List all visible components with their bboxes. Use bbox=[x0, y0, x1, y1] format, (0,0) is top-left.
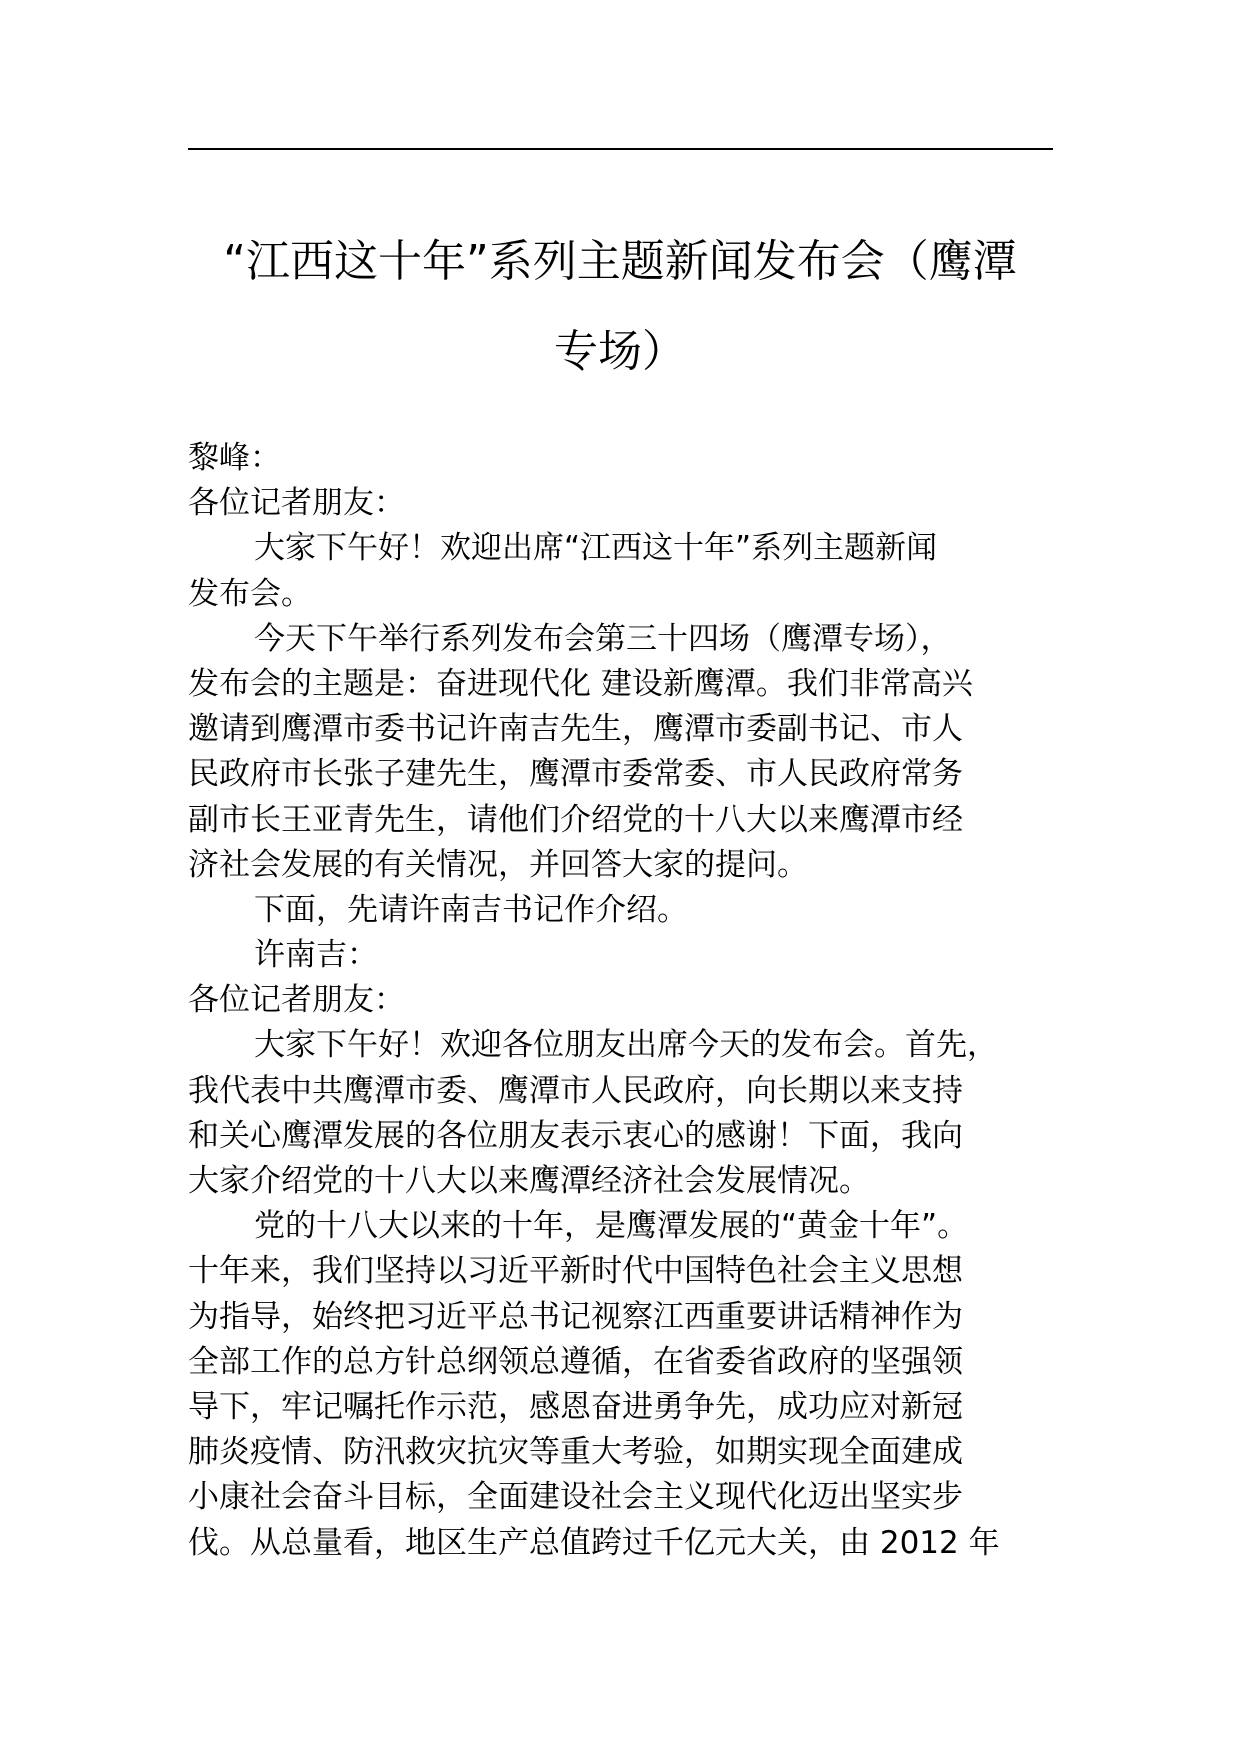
text-line: 十年来，我们坚持以习近平新时代中国特色社会主义思想 bbox=[188, 1253, 963, 1290]
text-line: 大家下午好！欢迎出席“江西这十年”系列主题新闻 bbox=[254, 530, 938, 567]
text-line: 大家下午好！欢迎各位朋友出席今天的发布会。首先， bbox=[254, 1027, 998, 1064]
text-line: 邀请到鹰潭市委书记许南吉先生，鹰潭市委副书记、市人 bbox=[188, 711, 963, 748]
text-line: 发布会的主题是：奋进现代化 建设新鹰潭。我们非常高兴 bbox=[188, 665, 973, 702]
text-line: 今天下午举行系列发布会第三十四场（鹰潭专场）， bbox=[254, 620, 952, 657]
text-line: 各位记者朋友： bbox=[188, 485, 405, 522]
text-line: 伐。从总量看，地区生产总值跨过千亿元大关，由 2012 年 bbox=[188, 1524, 1000, 1561]
text-line: 黎峰： bbox=[188, 440, 281, 476]
text-line: 济社会发展的有关情况，并回答大家的提问。 bbox=[188, 846, 808, 883]
text-line: 导下，牢记嘱托作示范，感恩奋进勇争先，成功应对新冠 bbox=[188, 1388, 963, 1425]
text-line: 发布会。 bbox=[188, 575, 312, 612]
text-line: 各位记者朋友： bbox=[188, 982, 405, 1019]
text-line: 大家介绍党的十八大以来鹰潭经济社会发展情况。 bbox=[188, 1163, 870, 1199]
text-line: 为指导，始终把习近平总书记视察江西重要讲话精神作为 bbox=[188, 1298, 963, 1335]
text-line: 我代表中共鹰潭市委、鹰潭市人民政府，向长期以来支持 bbox=[188, 1072, 963, 1109]
header-rule bbox=[188, 148, 1053, 150]
text-line: 副市长王亚青先生，请他们介绍党的十八大以来鹰潭市经 bbox=[188, 801, 963, 838]
text-line: 肺炎疫情、防汛救灾抗灾等重大考验，如期实现全面建成 bbox=[188, 1434, 963, 1471]
text-line: 下面，先请许南吉书记作介绍。 bbox=[254, 891, 688, 928]
text-line: 许南吉： bbox=[254, 937, 378, 974]
body-text bbox=[188, 436, 1068, 1566]
text-line: 全部工作的总方针总纲领总遵循，在省委省政府的坚强领 bbox=[188, 1343, 963, 1380]
text-line: 和关心鹰潭发展的各位朋友表示衷心的感谢！下面，我向 bbox=[188, 1117, 963, 1154]
text-line: 小康社会奋斗目标，全面建设社会主义现代化迈出坚实步 bbox=[188, 1479, 963, 1516]
document-title-line-1: “江西这十年”系列主题新闻发布会（鹰潭 bbox=[223, 236, 1017, 287]
text-line: 民政府市长张子建先生，鹰潭市委常委、市人民政府常务 bbox=[188, 756, 963, 793]
document-title-line-2: 专场） bbox=[554, 326, 686, 377]
text-line: 党的十八大以来的十年，是鹰潭发展的“黄金十年”。 bbox=[254, 1208, 969, 1245]
